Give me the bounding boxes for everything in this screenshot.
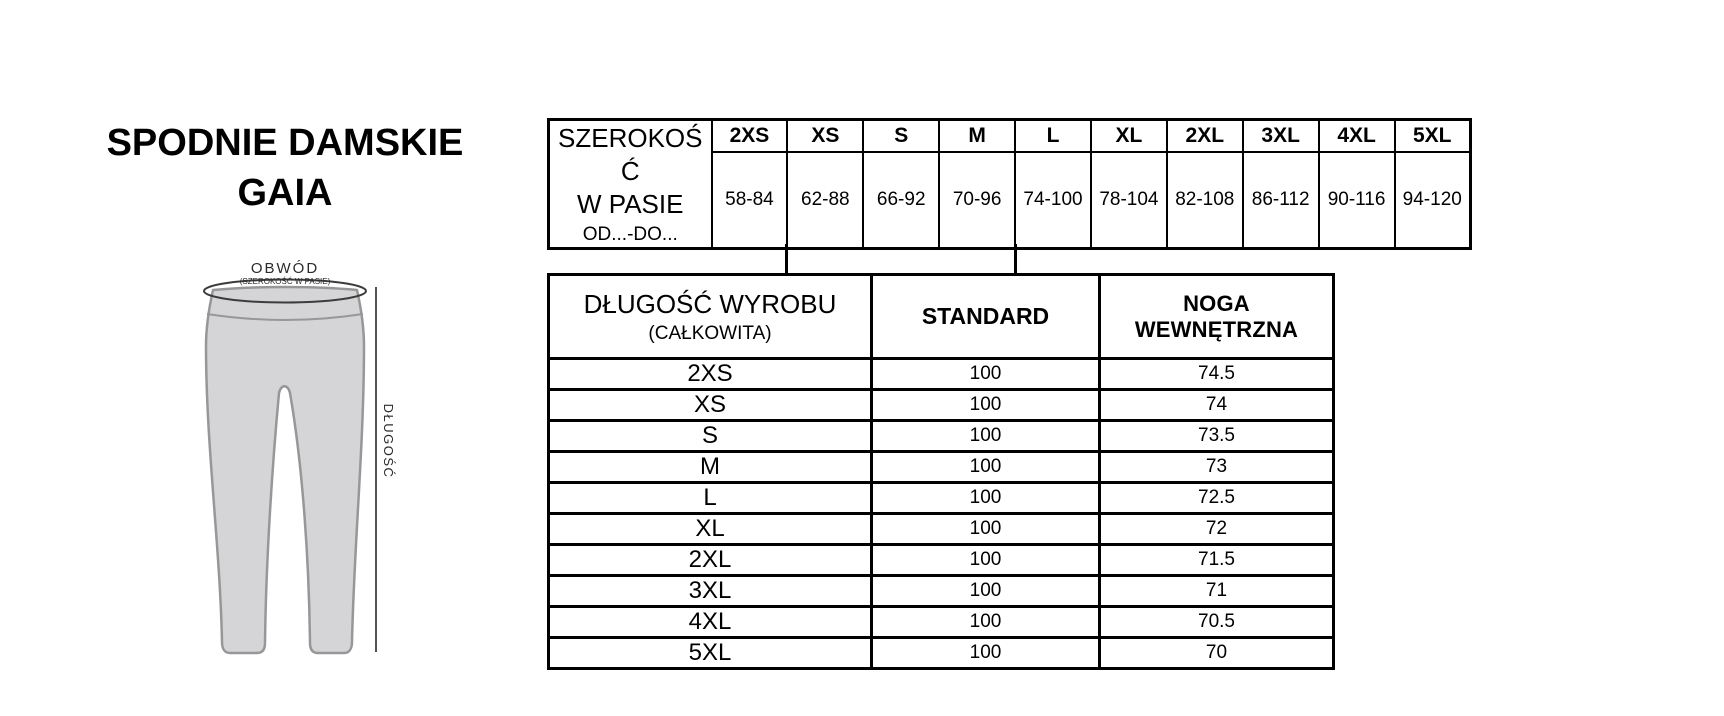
waist-width-header-cell — [549, 120, 712, 249]
pants-figure — [180, 250, 410, 670]
table-row — [549, 359, 1334, 390]
page-title-line2: GAIA — [237, 172, 333, 214]
size-header-cell: M — [939, 120, 1015, 153]
size-cell: M — [549, 452, 872, 483]
length-header-cell — [549, 275, 872, 359]
size-header-cell: S — [863, 120, 939, 153]
standard-cell: 100 — [872, 514, 1100, 545]
standard-header-cell: STANDARD — [872, 275, 1100, 359]
size-cell: XL — [549, 514, 872, 545]
waist-width-header-line: Ć — [620, 156, 640, 186]
table-connector-line — [1014, 244, 1017, 275]
inner-leg-cell: 72.5 — [1100, 483, 1334, 514]
waist-label: OBWÓD — [250, 260, 320, 277]
table-row — [549, 421, 1334, 452]
standard-cell: 100 — [872, 452, 1100, 483]
table-row — [549, 545, 1334, 576]
table-row — [549, 390, 1334, 421]
standard-cell: 100 — [872, 390, 1100, 421]
size-cell: 2XL — [549, 545, 872, 576]
length-table — [547, 273, 1335, 670]
inner-leg-header-cell: NOGA WEWNĘTRZNA — [1100, 275, 1334, 359]
size-header-cell: L — [1015, 120, 1091, 153]
range-cell: 82-108 — [1167, 152, 1243, 249]
table-row — [549, 452, 1334, 483]
range-cell: 90-116 — [1319, 152, 1395, 249]
size-header-cell: 2XS — [712, 120, 788, 153]
size-cell: XS — [549, 390, 872, 421]
inner-leg-cell: 73.5 — [1100, 421, 1334, 452]
table-row — [549, 576, 1334, 607]
waist-sublabel: (SZEROKOŚĆ W PASIE) — [239, 277, 331, 286]
standard-cell: 100 — [872, 576, 1100, 607]
length-header-subtitle: (CAŁKOWITA) — [648, 322, 772, 344]
inner-leg-cell: 71.5 — [1100, 545, 1334, 576]
inner-leg-cell: 70 — [1100, 638, 1334, 669]
range-cell: 94-120 — [1395, 152, 1471, 249]
range-cell: 86-112 — [1243, 152, 1319, 249]
size-header-cell: XL — [1091, 120, 1167, 153]
range-cell: 78-104 — [1091, 152, 1167, 249]
inner-leg-cell: 72 — [1100, 514, 1334, 545]
size-header-cell: XS — [787, 120, 863, 153]
waist-width-table — [547, 118, 1472, 250]
size-cell: L — [549, 483, 872, 514]
standard-cell: 100 — [872, 483, 1100, 514]
inner-leg-cell: 70.5 — [1100, 607, 1334, 638]
standard-cell: 100 — [872, 359, 1100, 390]
standard-cell: 100 — [872, 545, 1100, 576]
size-header-cell: 4XL — [1319, 120, 1395, 153]
table-row — [549, 607, 1334, 638]
standard-cell: 100 — [872, 607, 1100, 638]
size-header-cell: 3XL — [1243, 120, 1319, 153]
size-cell: 3XL — [549, 576, 872, 607]
size-cell: 2XS — [549, 359, 872, 390]
standard-cell: 100 — [872, 638, 1100, 669]
table-row — [549, 514, 1334, 545]
waist-width-header-sub: OD...-DO... — [582, 224, 678, 245]
table-row — [549, 638, 1334, 669]
inner-leg-cell: 74.5 — [1100, 359, 1334, 390]
range-cell: 74-100 — [1015, 152, 1091, 249]
table-connector-line — [785, 244, 788, 275]
inner-leg-cell: 73 — [1100, 452, 1334, 483]
size-header-cell: 5XL — [1395, 120, 1471, 153]
range-cell: 70-96 — [939, 152, 1015, 249]
table-row — [549, 483, 1334, 514]
page-title — [85, 118, 485, 218]
pants-body-shape — [206, 287, 364, 653]
standard-cell: 100 — [872, 421, 1100, 452]
size-cell: S — [549, 421, 872, 452]
waist-width-header-line: SZEROKOŚ — [558, 123, 703, 153]
range-cell: 66-92 — [863, 152, 939, 249]
page-title-line1: SPODNIE DAMSKIE — [106, 122, 464, 164]
range-cell: 62-88 — [787, 152, 863, 249]
range-cell: 58-84 — [712, 152, 788, 249]
length-header-title: DŁUGOŚĆ WYROBU — [583, 288, 837, 319]
inner-leg-cell: 74 — [1100, 390, 1334, 421]
waist-width-header-line: W PASIE — [577, 189, 684, 219]
table-row — [549, 120, 1471, 153]
size-cell: 4XL — [549, 607, 872, 638]
size-header-cell: 2XL — [1167, 120, 1243, 153]
inner-leg-cell: 71 — [1100, 576, 1334, 607]
size-cell: 5XL — [549, 638, 872, 669]
table-row — [549, 275, 1334, 359]
length-label: DŁUGOŚĆ — [381, 403, 396, 479]
